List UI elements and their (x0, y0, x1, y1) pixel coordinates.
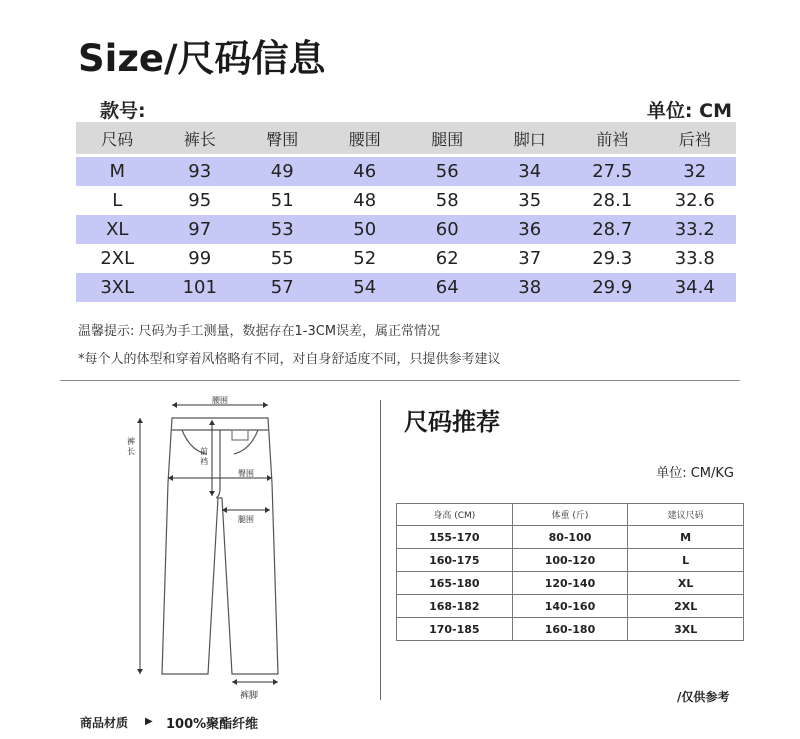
measurement-tip: 温馨提示: 尺码为手工测量，数据存在1-3CM误差，属正常情况 (78, 324, 441, 339)
table-cell: 33.8 (654, 244, 737, 273)
table-cell: 34 (489, 157, 572, 186)
fit-disclaimer: *每个人的体型和穿着风格略有不同，对自身舒适度不同，只提供参考建议 (78, 352, 501, 367)
reference-only-note: /仅供参考 (677, 690, 730, 704)
material-label: 商品材质 (80, 716, 129, 730)
table-row (76, 215, 736, 244)
table-cell: 57 (241, 273, 324, 302)
size-table (76, 122, 736, 302)
table-row (397, 572, 744, 595)
recommendation-unit: 单位: CM/KG (656, 466, 734, 481)
table-cell: 160-180 (512, 618, 628, 641)
section-divider (60, 380, 740, 381)
table-cell: L (628, 549, 744, 572)
table-cell: 3XL (76, 273, 159, 302)
table-cell: 37 (489, 244, 572, 273)
header-waist: 腰围 (324, 122, 407, 154)
table-cell: 27.5 (571, 157, 654, 186)
table-row (76, 157, 736, 186)
table-cell: 32 (654, 157, 737, 186)
table-cell: 49 (241, 157, 324, 186)
table-row (397, 549, 744, 572)
table-cell: 48 (324, 186, 407, 215)
table-cell: 36 (489, 215, 572, 244)
table-cell: 52 (324, 244, 407, 273)
table-row (76, 273, 736, 302)
recommendation-title: 尺码推荐 (404, 408, 500, 436)
table-cell: 51 (241, 186, 324, 215)
table-cell: 28.7 (571, 215, 654, 244)
table-cell: 29.3 (571, 244, 654, 273)
header-front-rise: 前裆 (571, 122, 654, 154)
table-cell: 33.2 (654, 215, 737, 244)
table-row (397, 526, 744, 549)
table-cell: 60 (406, 215, 489, 244)
table-row (397, 595, 744, 618)
header-size: 尺码 (76, 122, 159, 154)
column-divider (380, 400, 381, 700)
table-cell: 38 (489, 273, 572, 302)
table-cell: 56 (406, 157, 489, 186)
recommendation-header-row (397, 504, 744, 526)
table-cell: 80-100 (512, 526, 628, 549)
table-cell: 95 (159, 186, 242, 215)
table-cell: XL (628, 572, 744, 595)
table-cell: 165-180 (397, 572, 513, 595)
table-row (397, 618, 744, 641)
table-row (76, 186, 736, 215)
header-back-rise: 后裆 (654, 122, 737, 154)
header-hem: 脚口 (489, 122, 572, 154)
table-cell: 120-140 (512, 572, 628, 595)
size-table-header-row (76, 122, 736, 154)
header-length: 裤长 (159, 122, 242, 154)
header-suggested-size: 建议尺码 (628, 504, 744, 526)
table-cell: 2XL (76, 244, 159, 273)
table-cell: 3XL (628, 618, 744, 641)
page-title: Size/尺码信息 (78, 37, 326, 80)
table-cell: 97 (159, 215, 242, 244)
table-cell: 140-160 (512, 595, 628, 618)
material-value: 100%聚酯纤维 (166, 717, 259, 732)
table-cell: 93 (159, 157, 242, 186)
pants-outline (162, 418, 278, 674)
length-label-1: 裤 (127, 437, 135, 446)
table-cell: 29.9 (571, 273, 654, 302)
front-rise-label-2: 裆 (200, 457, 208, 466)
front-rise-label-1: 前 (200, 447, 208, 456)
table-cell: 168-182 (397, 595, 513, 618)
table-row (76, 244, 736, 273)
table-cell: 55 (241, 244, 324, 273)
table-cell: 32.6 (654, 186, 737, 215)
svg-text:裤 (127, 436, 135, 446)
style-number-label: 款号: (100, 100, 146, 122)
table-cell: 46 (324, 157, 407, 186)
unit-label: 单位: CM (646, 100, 732, 122)
table-cell: 160-175 (397, 549, 513, 572)
hip-label: 臀围 (238, 469, 254, 478)
arrow-right-icon: ▶ (145, 716, 153, 727)
table-cell: 99 (159, 244, 242, 273)
table-cell: 50 (324, 215, 407, 244)
table-cell: 100-120 (512, 549, 628, 572)
header-weight: 体重 (斤) (512, 504, 628, 526)
table-cell: 101 (159, 273, 242, 302)
table-cell: XL (76, 215, 159, 244)
svg-text:长 (127, 447, 135, 456)
table-cell: 34.4 (654, 273, 737, 302)
table-cell: M (76, 157, 159, 186)
table-cell: 58 (406, 186, 489, 215)
table-cell: 53 (241, 215, 324, 244)
recommendation-table (396, 503, 744, 641)
thigh-label: 腿围 (238, 515, 254, 524)
table-cell: 28.1 (571, 186, 654, 215)
table-cell: 2XL (628, 595, 744, 618)
svg-text:裆 (200, 456, 208, 466)
table-cell: 170-185 (397, 618, 513, 641)
table-cell: 155-170 (397, 526, 513, 549)
header-hip: 臀围 (241, 122, 324, 154)
pants-diagram (120, 388, 300, 688)
table-cell: L (76, 186, 159, 215)
table-cell: M (628, 526, 744, 549)
length-label-2: 长 (127, 447, 135, 456)
table-cell: 62 (406, 244, 489, 273)
table-cell: 54 (324, 273, 407, 302)
table-cell: 35 (489, 186, 572, 215)
header-height: 身高 (CM) (397, 504, 513, 526)
table-cell: 64 (406, 273, 489, 302)
header-thigh: 腿围 (406, 122, 489, 154)
waist-label: 腰围 (212, 396, 228, 405)
svg-text:前 (200, 446, 208, 456)
hem-label: 裤脚 (240, 691, 259, 701)
